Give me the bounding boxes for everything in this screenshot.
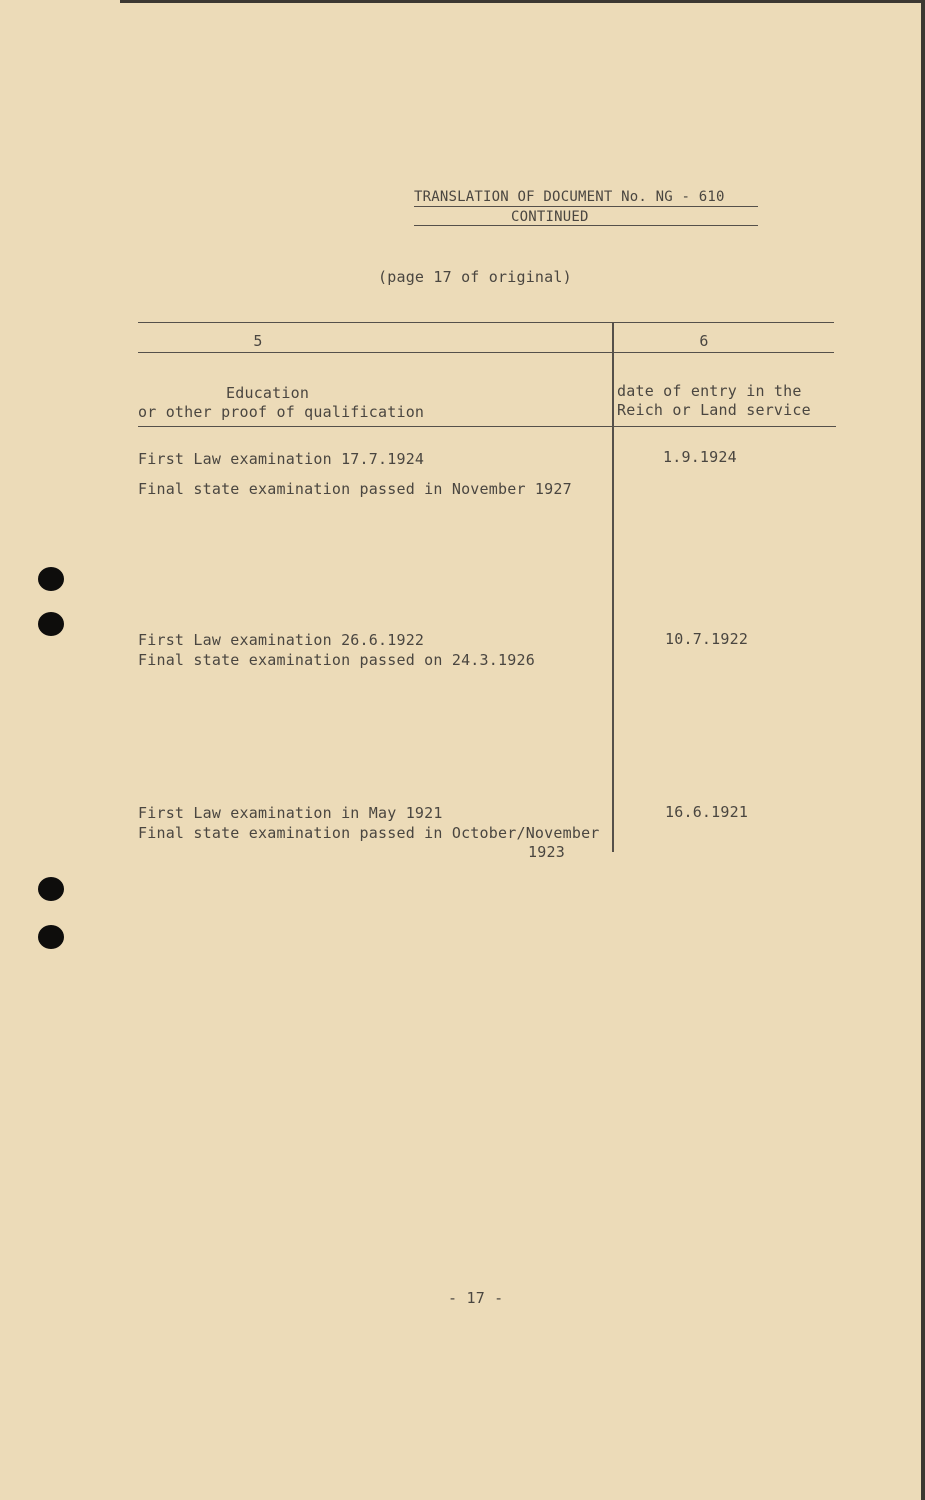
header-bottom-rule — [138, 426, 836, 427]
row2-entry-date: 10.7.1922 — [665, 630, 749, 648]
punch-hole — [38, 612, 64, 636]
column-5-number: 5 — [253, 332, 263, 350]
row1-education-line1: First Law examination 17.7.1924 — [138, 450, 425, 468]
row3-education-line2: Final state examination passed in October/November — [138, 824, 600, 842]
column-6-number: 6 — [699, 332, 709, 350]
paper-edge — [921, 0, 925, 1500]
continued-label: CONTINUED — [511, 209, 589, 225]
continued-underline — [414, 225, 758, 226]
page-reference: (page 17 of original) — [378, 268, 572, 286]
document-title: TRANSLATION OF DOCUMENT No. NG - 610 — [414, 189, 725, 205]
column-6-header-line1: date of entry in the — [617, 382, 802, 400]
row3-entry-date: 16.6.1921 — [665, 803, 749, 821]
punch-hole — [38, 925, 64, 949]
table-top-rule — [138, 322, 834, 323]
row2-education-line1: First Law examination 26.6.1922 — [138, 631, 425, 649]
row1-education-line2: Final state examination passed in November 1927 — [138, 480, 572, 498]
row3-education-line1: First Law examination in May 1921 — [138, 804, 443, 822]
page-number: - 17 - — [448, 1289, 504, 1307]
punch-hole — [38, 567, 64, 591]
punch-hole — [38, 877, 64, 901]
row3-education-line3: 1923 — [528, 843, 565, 861]
column-6-header-line2: Reich or Land service — [617, 401, 811, 419]
column-number-rule — [138, 352, 834, 353]
column-divider — [612, 322, 614, 852]
row2-education-line2: Final state examination passed on 24.3.1926 — [138, 651, 535, 669]
paper-edge — [120, 0, 925, 3]
title-underline — [414, 206, 758, 207]
column-5-header-line1: Education — [226, 384, 310, 402]
row1-entry-date: 1.9.1924 — [663, 448, 737, 466]
column-5-header-line2: or other proof of qualification — [138, 403, 425, 421]
